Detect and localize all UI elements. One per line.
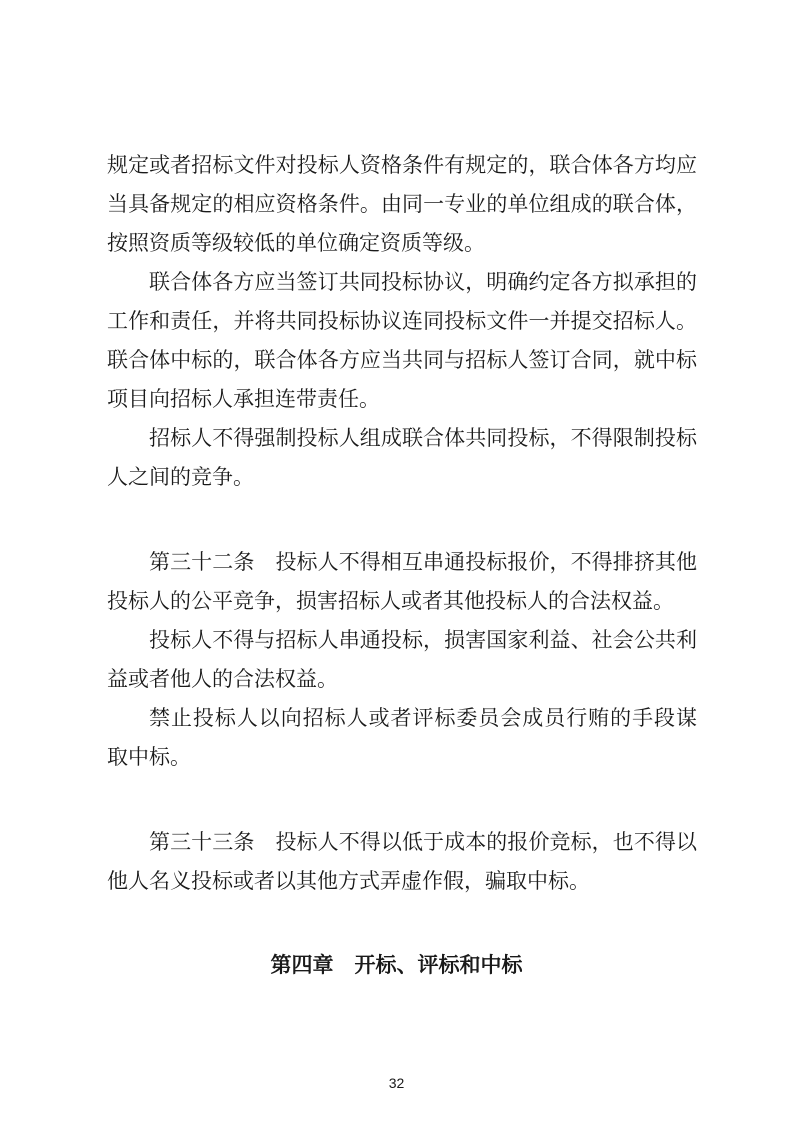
article-32-line-2: 投标人的公平竞争，损害招标人或者其他投标人的合法权益。 xyxy=(107,589,674,613)
article-33-line-2: 他人名义投标或者以其他方式弄虚作假，骗取中标。 xyxy=(107,869,590,893)
paragraph-1-line-1: 规定或者招标文件对投标人资格条件有规定的，联合体各方均应 xyxy=(107,153,697,177)
page-number: 32 xyxy=(388,1075,405,1091)
paragraph-3-line-1: 招标人不得强制投标人组成联合体共同投标，不得限制投标 xyxy=(149,426,697,450)
paragraph-6-line-2: 取中标。 xyxy=(107,745,191,769)
paragraph-2-line-1: 联合体各方应当签订共同投标协议，明确约定各方拟承担的 xyxy=(149,270,697,294)
paragraph-6-line-1: 禁止投标人以向招标人或者评标委员会成员行贿的手段谋 xyxy=(149,706,697,730)
paragraph-1-line-2: 当具备规定的相应资格条件。由同一专业的单位组成的联合体， xyxy=(107,192,697,216)
paragraph-2-line-3: 联合体中标的，联合体各方应当共同与招标人签订合同，就中标 xyxy=(107,348,697,372)
paragraph-5-line-1: 投标人不得与招标人串通投标，损害国家利益、社会公共利 xyxy=(149,628,697,652)
article-32-line-1: 第三十二条 投标人不得相互串通投标报价，不得排挤其他 xyxy=(149,550,697,574)
paragraph-3-line-2: 人之间的竞争。 xyxy=(107,465,254,489)
chapter-heading: 第四章 开标、评标和中标 xyxy=(270,953,523,977)
paragraph-5-line-2: 益或者他人的合法权益。 xyxy=(107,667,338,691)
paragraph-1-line-3: 按照资质等级较低的单位确定资质等级。 xyxy=(107,231,485,255)
paragraph-2-line-2: 工作和责任，并将共同投标协议连同投标文件一并提交招标人。 xyxy=(107,309,697,333)
article-33-line-1: 第三十三条 投标人不得以低于成本的报价竞标，也不得以 xyxy=(149,830,697,854)
paragraph-2-line-4: 项目向招标人承担连带责任。 xyxy=(107,387,380,411)
